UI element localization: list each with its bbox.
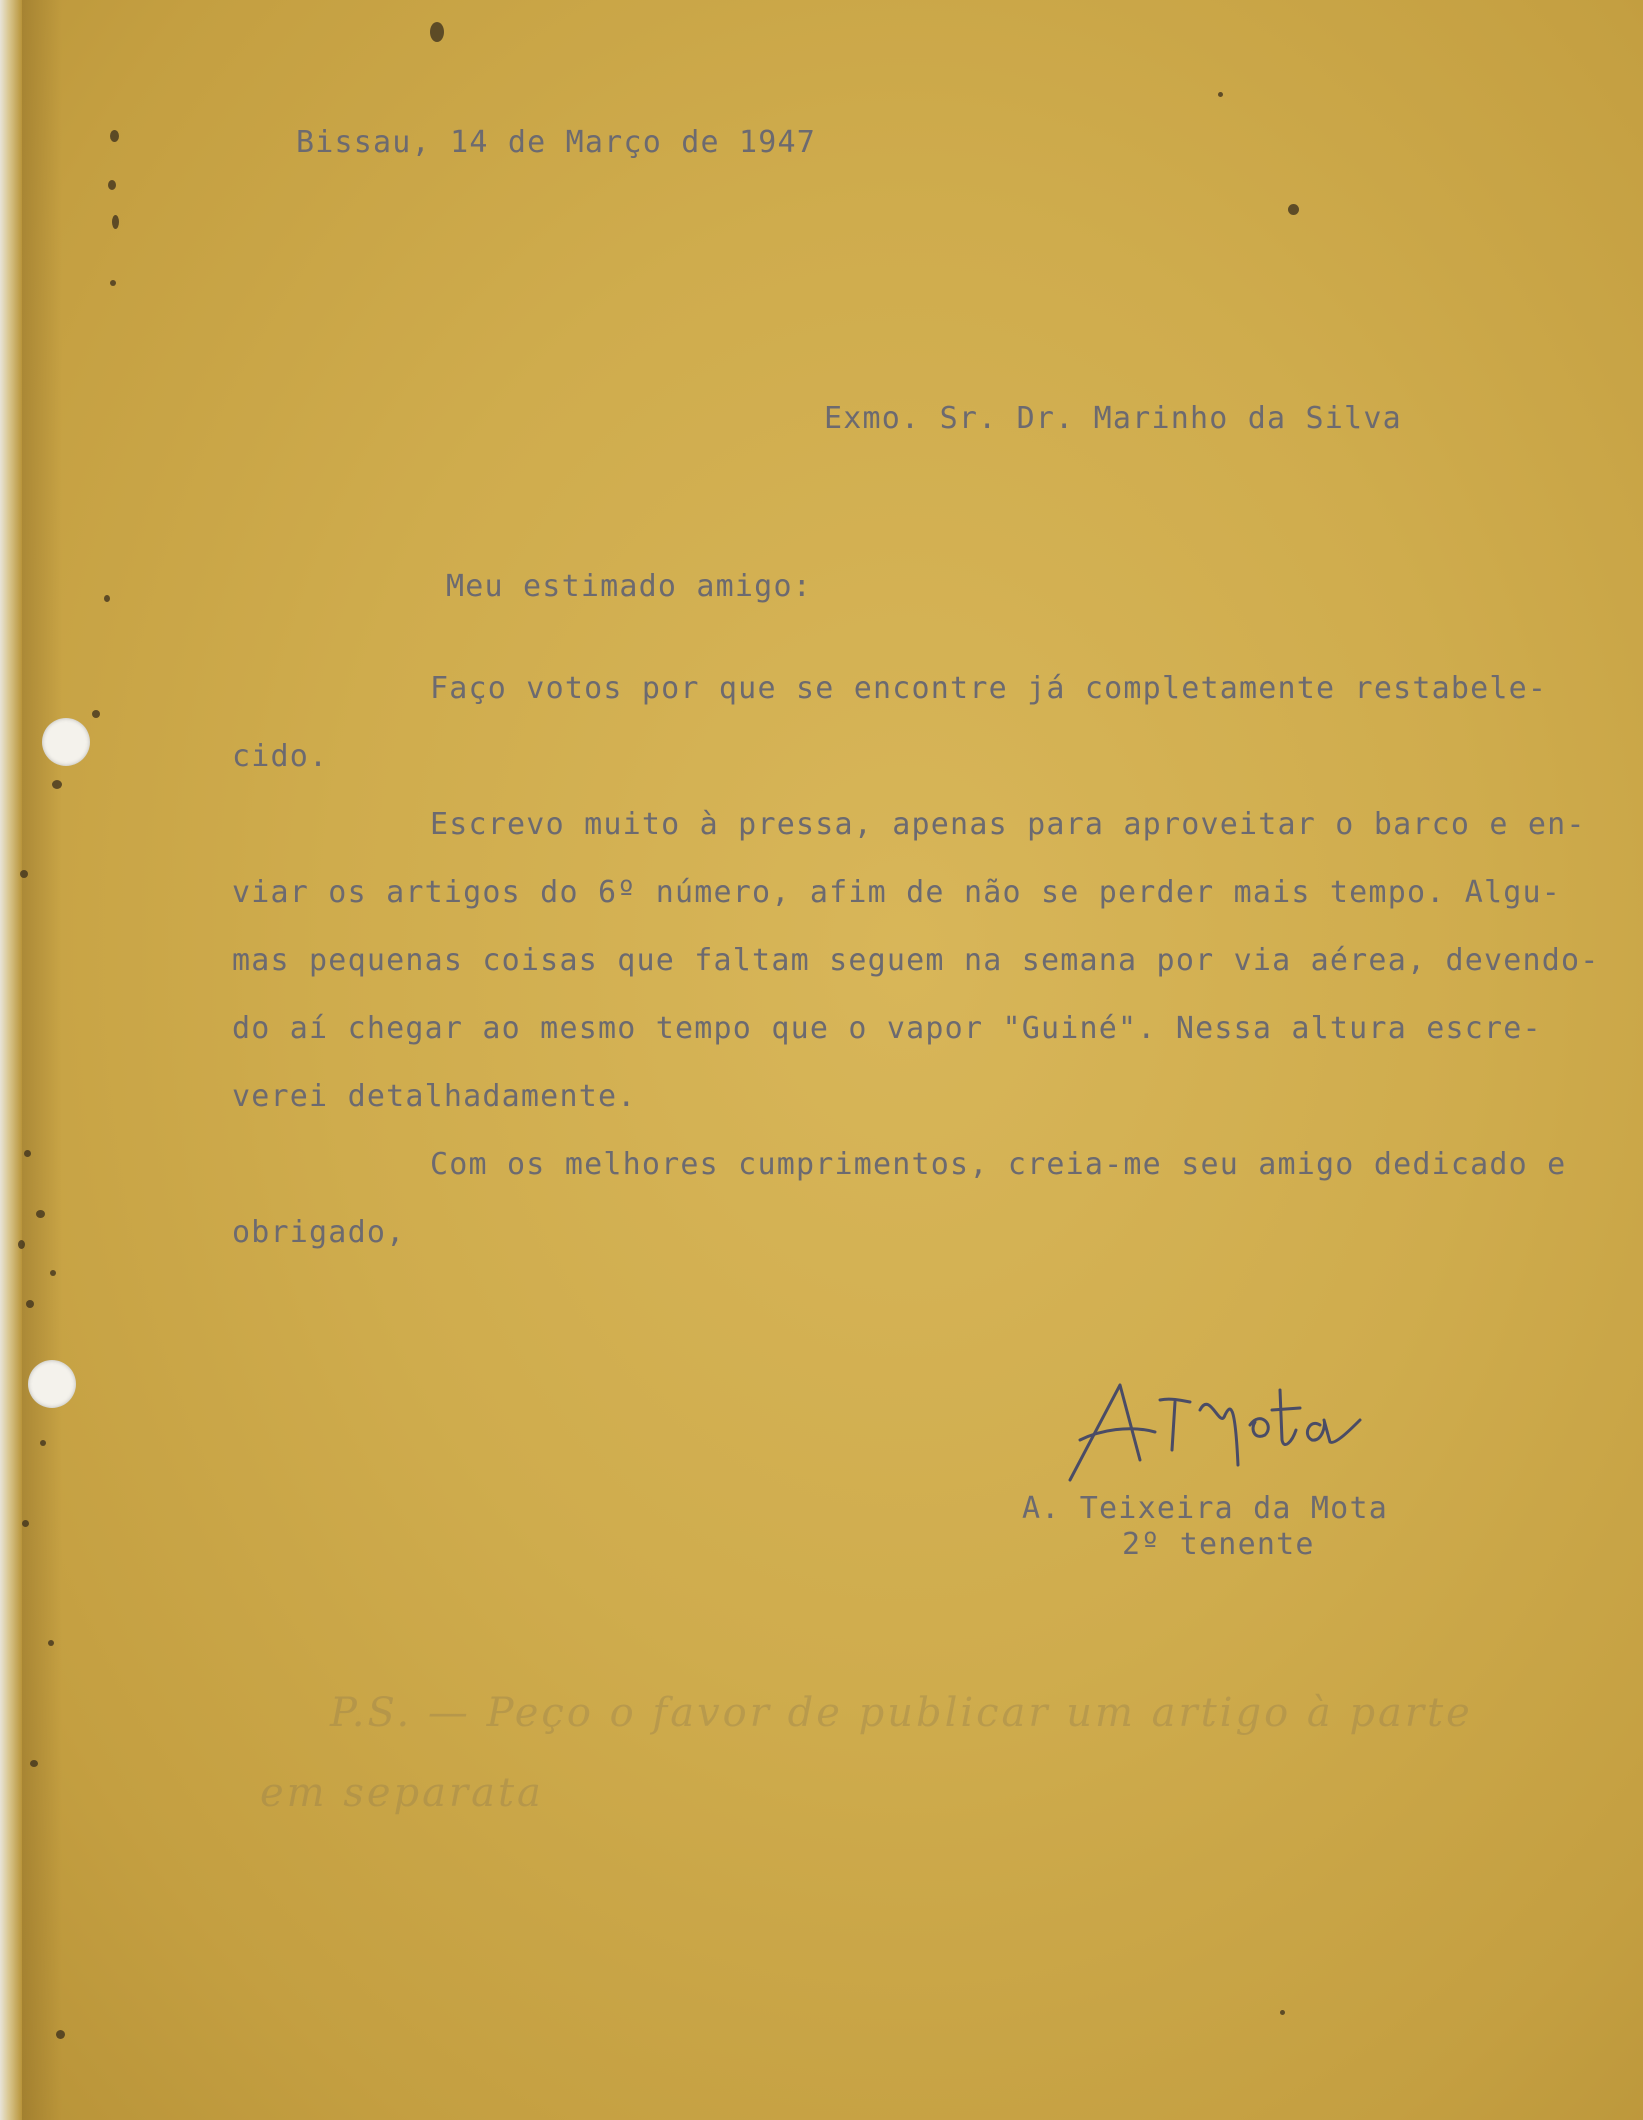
ink-spot	[112, 215, 119, 229]
punch-hole-top	[42, 718, 90, 766]
body-line-6: do aí chegar ao mesmo tempo que o vapor "Guiné". Nessa altura escre-	[232, 1011, 1542, 1046]
paper-watermark	[470, 1392, 609, 1450]
ink-spot	[108, 180, 116, 190]
body-line-5: mas pequenas coisas que faltam seguem na semana por via aérea, devendo-	[232, 943, 1600, 978]
ink-spot	[18, 1240, 25, 1249]
body-line-9: obrigado,	[232, 1215, 406, 1250]
body-line-7: verei detalhadamente.	[232, 1079, 637, 1114]
ink-spot	[24, 1150, 31, 1157]
ink-spot	[1218, 92, 1223, 97]
body-line-2: cido.	[232, 739, 329, 774]
ink-spot	[30, 1760, 38, 1767]
body-line-3: Escrevo muito à pressa, apenas para aproveitar o barco e en-	[430, 807, 1586, 842]
signature-name: A. Teixeira da Mota	[1022, 1491, 1388, 1526]
paper-left-edge	[0, 0, 22, 2120]
ink-spot	[20, 870, 28, 878]
date-line: Bissau, 14 de Março de 1947	[296, 125, 817, 160]
ink-spot	[430, 22, 444, 42]
ink-spot	[52, 780, 62, 789]
ink-spot	[26, 1300, 34, 1308]
ink-spot	[22, 1520, 29, 1527]
ink-spot	[36, 1210, 45, 1218]
ink-spot	[104, 595, 110, 602]
body-line-4: viar os artigos do 6º número, afim de não se perder mais tempo. Algu-	[232, 875, 1562, 910]
ink-spot	[50, 1270, 56, 1276]
handwritten-signature	[1060, 1370, 1400, 1490]
salutation: Meu estimado amigo:	[446, 569, 812, 604]
postscript-line-1: P.S. — Peço o favor de publicar um artigo à parte	[330, 1690, 1473, 1736]
ink-spot	[40, 1440, 46, 1446]
ink-spot	[56, 2030, 65, 2039]
ink-spot	[110, 130, 119, 142]
body-line-1: Faço votos por que se encontre já completamente restabele-	[430, 671, 1548, 706]
ink-spot	[92, 710, 100, 718]
postscript-line-2: em separata	[260, 1770, 544, 1816]
ink-spot	[1288, 204, 1299, 215]
ink-spot	[48, 1640, 54, 1646]
addressee-line: Exmo. Sr. Dr. Marinho da Silva	[824, 401, 1402, 436]
paper-fold-shadow	[22, 0, 62, 2120]
ink-spot	[1280, 2010, 1285, 2015]
ink-spot	[110, 280, 116, 286]
body-line-8: Com os melhores cumprimentos, creia-me seu amigo dedicado e	[430, 1147, 1567, 1182]
punch-hole-bottom	[28, 1360, 76, 1408]
signature-rank: 2º tenente	[1122, 1527, 1315, 1562]
